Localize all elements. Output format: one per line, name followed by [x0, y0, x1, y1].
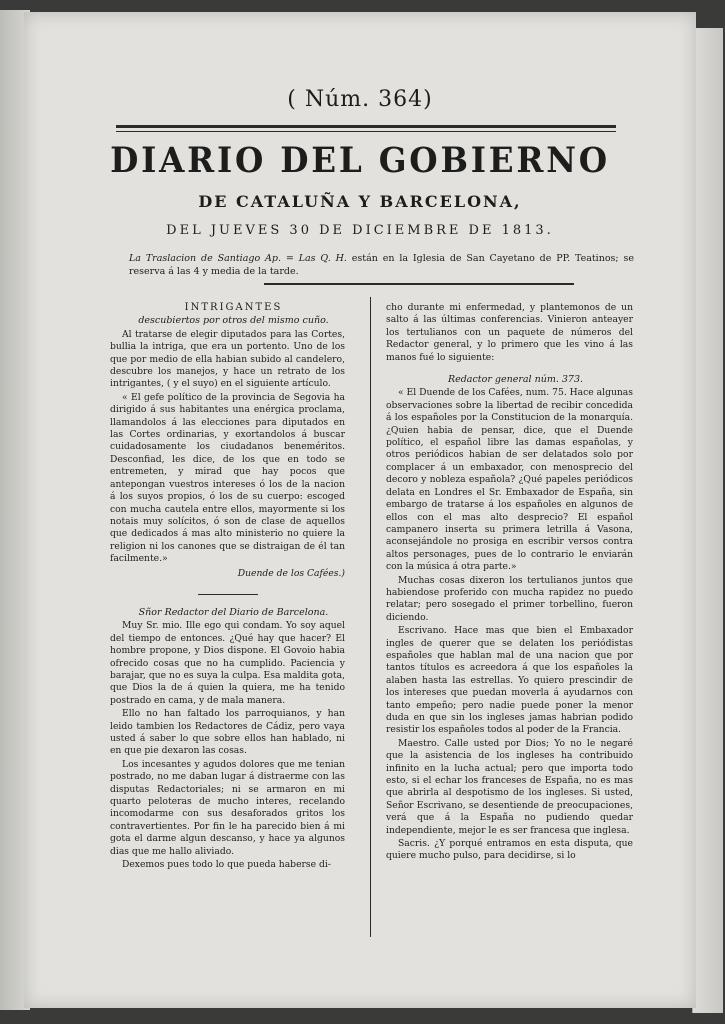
notice-part-3: están en la Iglesia de San Cayetano de PP. Teatinos; se reserva á las 4 y media de la tarde.: [129, 253, 634, 277]
paragraph: « El gefe político de la provincia de Segovia ha dirigido á sus habitantes una enérgica proclama, llamandolos á las elecciones para diputados en las Cortes ordinarias, y exortandolos á buscar cuidadosamente los ciudadanos beneméritos. Desconfiad, les dice, de los que en todo se entremeten, y mirad que hay pocos que antepongan vuestros intereses ó los de la nacion á los suyos propios, ó los de su cuerpo: escoged con mucha cautela entre ellos, mayormente si los notais muy solícitos, ó son de clase de aquellos que dedicados á mas alto ministerio no quiere la religion ni los canones que se distraigan de él tan facilmente.»: [110, 391, 345, 565]
article-signature: Duende de los Cafées.): [237, 567, 345, 579]
paragraph: Muchas cosas dixeron los tertulianos juntos que habiendose proferido con mucha rapidez no puedo relatar; pero sosegado el primer torbellino, fueron diciendo.: [386, 574, 633, 623]
article-separator: [198, 594, 258, 595]
paragraph: Sacris. ¿Y porqué entramos en esta disputa, que quiere mucho pulso, para decidirse, si lo: [386, 838, 633, 862]
right-page-edge: [692, 28, 723, 1013]
issue-number: ( Núm. 364): [287, 87, 433, 112]
column-divider: [370, 297, 371, 937]
notice-part-2: Las Q. H.: [298, 253, 347, 264]
paragraph: cho durante mi enfermedad, y plantemonos de un salto á las últimas conferencias. Vinieron anteayer los tertulianos con un paquete de números del Redactor general, y lo primero que les vino á las manos fué lo siguiente:: [386, 302, 633, 363]
quoted-source-heading: Redactor general núm. 373.: [447, 374, 584, 386]
left-column: [110, 302, 345, 872]
paragraph: Dexemos pues todo lo que pueda haberse di-: [122, 859, 331, 871]
right-column: [386, 302, 633, 864]
paragraph: Escrivano. Hace mas que bien el Embaxador ingles de querer que se delaten los periódistas españoles que hablan mal de una nacion que por tantos títulos es acreedora á que los españoles la alaben hasta las estrellas. Yo quiero prescindir de los intereses que puedan moverla á ayudarnos con tanto empeño; pero nadie puede poner la menor duda en que sin los ingleses jamas habrian podido resistir los españoles todos al poder de la Francia.: [386, 625, 633, 736]
masthead-rule-thin: [116, 131, 616, 132]
paragraph: Al tratarse de elegir diputados para las Cortes, bullia la intriga, que era un portento. Uno de los que por medio de ella habian subido al candelero, descubre los manejos, y hace un retrato de los intrigantes, ( y el suyo) en el siguiente artículo.: [110, 328, 345, 390]
paragraph: Maestro. Calle usted por Dios; Yo no le negaré que la asistencia de los ingleses ha contribuido infinito en la lucha actual; pero que importa todo esto, si el echar los franceses de España, no es mas que abrirla al despotismo de los ingleses. Si usted, Señor Escrivano, se desentiende de preocupaciones, verá que á la España no pudiendo quedar independiente, mejor le es ser francesa que inglesa.: [386, 737, 633, 836]
newspaper-subtitle: DE CATALUÑA Y BARCELONA,: [198, 192, 522, 211]
article-heading: INTRIGANTES: [184, 302, 283, 313]
paragraph: Muy Sr. mio. Ille ego qui condam. Yo soy aquel del tiempo de entonces. ¿Qué hay que hacer? El hombre propone, y Dios dispone. El Govoio habia ofrecido cosas que no ha cumplido. Paciencia y barajar, que no es suya la culpa. Esa maldita gota, que Dios la de á quien la quiera, me ha tenido postrado en cama, y de mala manera.: [110, 620, 345, 706]
section-rule: [264, 283, 574, 285]
newspaper-title: DIARIO DEL GOBIERNO: [110, 140, 610, 181]
paragraph: « El Duende de los Cafées, num. 75. Hace algunas observaciones sobre la libertad de recibir concedida á los españoles por la Constitucion de la monarquía. ¿Quien habia de pensar, dice, que el Duende político, el español libre las damas españolas, y otros periódicos habian de ser delatados solo por complacer á un embaxador, con menosprecio del decoro y nobleza española? ¿Qué papeles periódicos delata en Londres el Sr. Embaxador de España, sin embargo de tratarse á los españoles en algunos de ellos con el mas alto desprecio? El español campanero inserta su primera letrilla á Vasona, aconsejándole no prosiga en escribir versos contra altos personages, pues de lo contrario le enviarán con la música á otra parte.»: [386, 387, 633, 573]
masthead-rule-thick: [116, 125, 616, 128]
paragraph: Los incesantes y agudos dolores que me tenian postrado, no me daban lugar á distraerme con las disputas Redactoriales; ni se armaron en mi quarto peloteras de mucho interes, recelando incomodarme con sus desaforados gritos los contravertientes. Por fin le ha parecido bien á mi gota el darme algun descanso, y hace ya algunos dias que me hallo aliviado.: [110, 758, 345, 857]
newspaper-page: [24, 12, 696, 1008]
article-subheading: descubiertos por otros del mismo cuño.: [138, 315, 329, 327]
issue-date: DEL JUEVES 30 DE DICIEMBRE DE 1813.: [166, 223, 554, 238]
notice-part-1: La Traslacion de Santiago Ap.: [129, 253, 282, 264]
letter-heading: Sñor Redactor del Diario de Barcelona.: [138, 606, 329, 618]
religious-notice: La Traslacion de Santiago Ap. = Las Q. H. están en la Iglesia de San Cayetano de PP. Teatinos; se reserva á las 4 y media de la tarde.: [129, 253, 634, 277]
paragraph: Ello no han faltado los parroquianos, y han leido tambien los Redactores de Cádiz, pero vaya usted á saber lo que sobre ellos han hablado, ni en que pie dexaron las cosas.: [110, 708, 345, 757]
